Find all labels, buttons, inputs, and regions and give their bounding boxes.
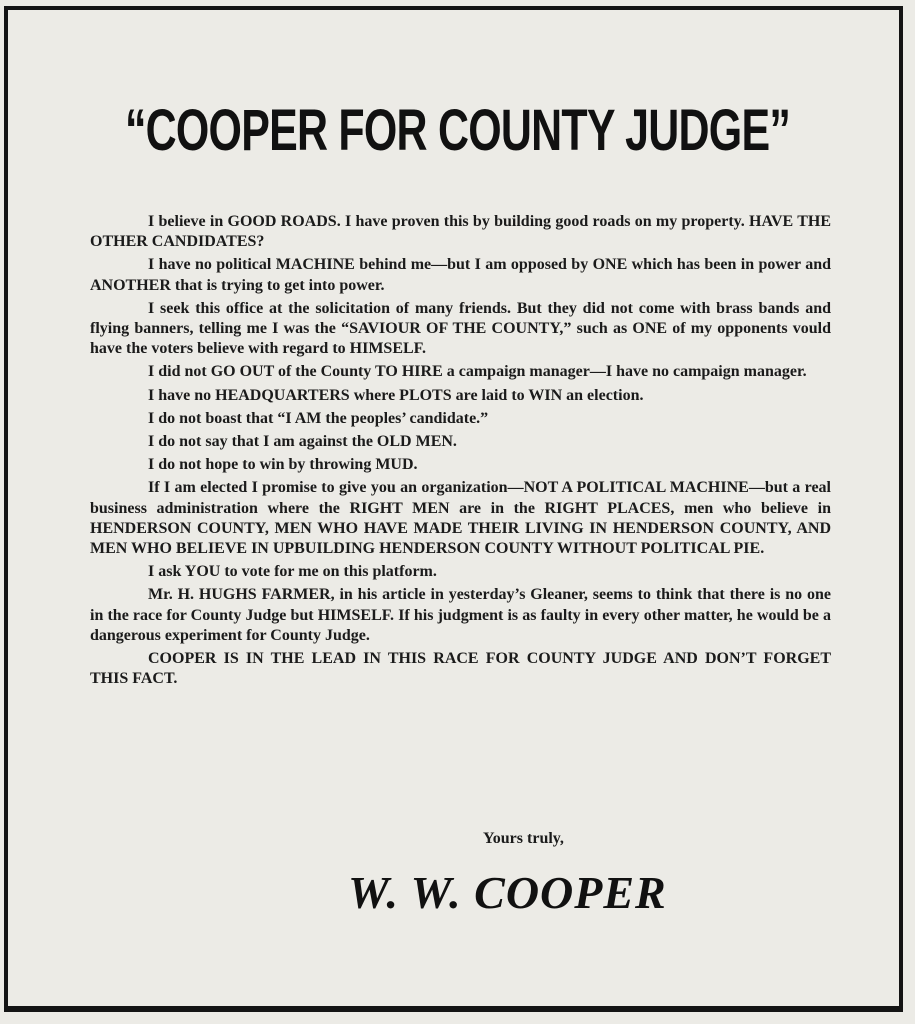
paragraph-peoples-candidate: I do not boast that “I AM the peoples’ candidate.” (148, 409, 489, 427)
paragraph-in-the-lead: COOPER IS IN THE LEAD IN THIS RACE FOR COUNTY JUDGE AND DON’T FORGET THIS FACT. (90, 650, 831, 688)
closing-line: Yours truly, (483, 830, 564, 847)
paragraph-organization: If I am elected I promise to give you an organization—NOT A POLITICAL MACHINE—but a real business administration where the RIGHT MEN are in the RIGHT PLACES, men who believe in HENDERSON COUNTY, MEN WHO HAVE MADE THEIR LIVING IN HENDERSON COUNTY, AND MEN WHO BELIEVE IN UPBUILDING HENDERSON COUNTY WITHOUT POLITICAL PIE. (90, 479, 831, 558)
signature: W. W. COOPER (348, 867, 667, 918)
paragraph-mud: I do not hope to win by throwing MUD. (148, 456, 418, 474)
paragraph-headquarters: I have no HEADQUARTERS where PLOTS are laid to WIN an election. (148, 386, 644, 404)
paragraph-old-men: I do not say that I am against the OLD MEN. (148, 433, 457, 451)
paragraph-solicitation: I seek this office at the solicitation of many friends. But they did not come with brass bands and flying banners, telling me I was the “SAVIOUR OF THE COUNTY,” such as ONE of my opponents vould have the voters believe with regard to HIMSELF. (90, 299, 831, 358)
paragraph-farmer-article: Mr. H. HUGHS FARMER, in his article in yesterday’s Gleaner, seems to think that there is no one in the race for County Judge but HIMSELF. If his judgment is as faulty in every other matter, he would be a dangerous experiment for County Judge. (90, 586, 831, 644)
ad-body (90, 212, 831, 692)
headline: “COOPER FOR COUNTY JUDGE” (124, 98, 791, 163)
paragraph-campaign-manager: I did not GO OUT of the County TO HIRE a campaign manager—I have no campaign manager. (148, 363, 807, 381)
paragraph-good-roads: I believe in GOOD ROADS. I have proven this by building good roads on my property. HAVE THE OTHER CANDIDATES? (90, 213, 831, 251)
paragraph-vote: I ask YOU to vote for me on this platform. (148, 563, 437, 581)
paragraph-political-machine: I have no political MACHINE behind me—but I am opposed by ONE which has been in power and ANOTHER that is trying to get into power. (90, 256, 831, 294)
